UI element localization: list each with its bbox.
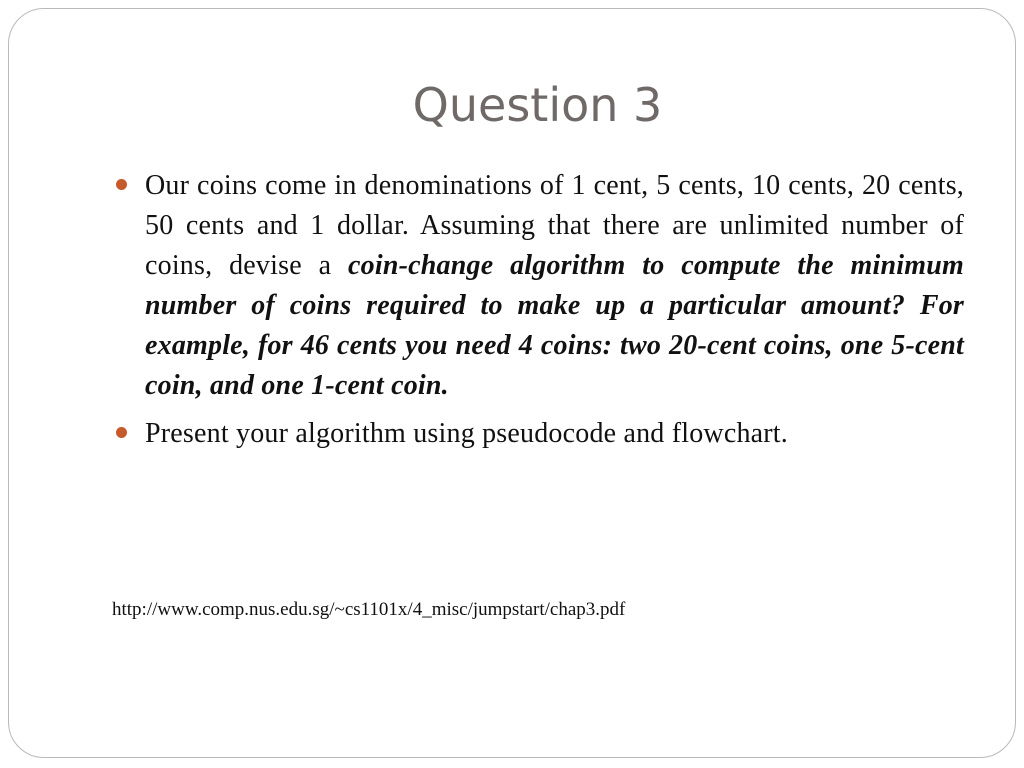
bullet-dot-icon — [116, 427, 127, 438]
bullet-dot-icon — [116, 179, 127, 190]
bullet-text-emphasis: coin-change algorithm to compute the minimum number of coins required to make up a particular amount? For example, for 46 cents you need 4 coins: two 20-cent coins, one 5-cent coin, and one 1-cent coin. — [145, 250, 965, 401]
bullet-list — [112, 166, 964, 454]
bullet-text-plain: Present your algorithm using pseudocode and flowchart. — [145, 418, 788, 449]
bullet-text-1 — [145, 166, 964, 406]
bullet-text-2 — [145, 414, 964, 454]
bullet-item-2 — [112, 414, 964, 454]
bullet-text-plain: Our coins come in denominations of 1 cent, 5 cents, 10 cents, 20 cents, 50 cents and 1 dollar. Assuming that there are unlimited number of coins, devise a — [145, 170, 964, 281]
source-link[interactable]: http://www.comp.nus.edu.sg/~cs1101x/4_misc/jumpstart/chap3.pdf — [112, 599, 626, 620]
slide-title: Question 3 — [412, 78, 663, 132]
bullet-item-1 — [112, 166, 964, 406]
